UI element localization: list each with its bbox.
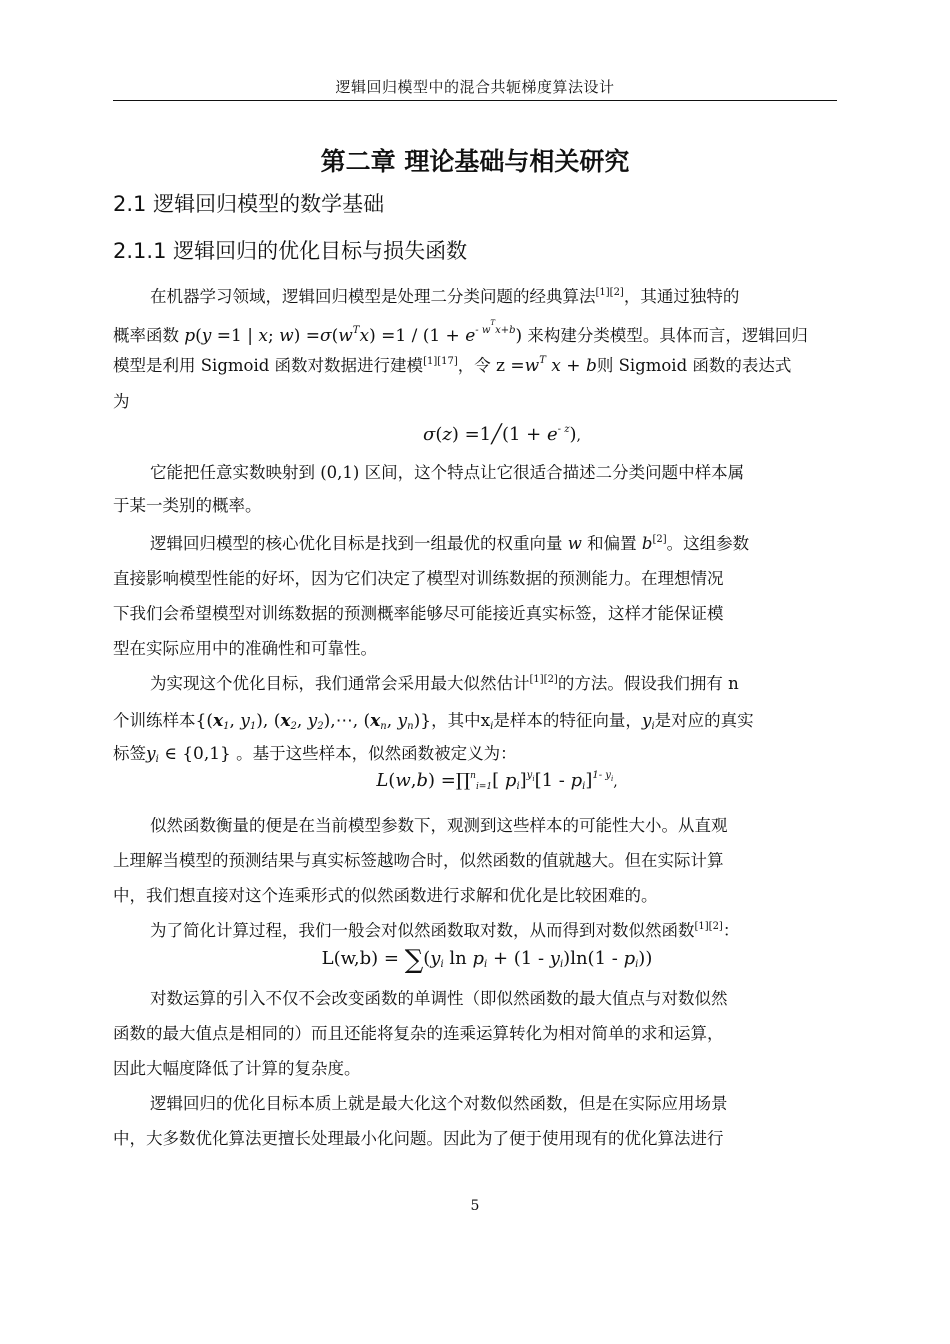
subsection-heading: 2.1.1 逻辑回归的优化目标与损失函数: [113, 239, 468, 263]
citation: [1][2]: [595, 287, 624, 298]
running-header: 逻辑回归模型中的混合共轭梯度算法设计: [335, 78, 615, 96]
paragraph-line: 在机器学习领域，逻辑回归模型是处理二分类问题的经典算法[1][2]，其通过独特的: [150, 287, 740, 306]
paragraph-line: 似然函数衡量的便是在当前模型参数下，观测到这些样本的可能性大小。从直观: [150, 816, 728, 835]
header-rule: [113, 100, 837, 101]
paragraph-line: 对数运算的引入不仅不会改变函数的单调性（即似然函数的最大值点与对数似然: [150, 989, 728, 1008]
paragraph-line: 标签$y_i$ ∈ {0,1} 。基于这些样本，似然函数被定义为：: [113, 744, 517, 765]
paragraph-line: 于某一类别的概率。: [113, 496, 262, 515]
paragraph-line: 为了简化计算过程，我们一般会对似然函数取对数，从而得到对数似然函数[1][2]：: [150, 921, 740, 940]
citation: [1][2]: [529, 674, 558, 685]
paragraph-line: 下我们会希望模型对训练数据的预测概率能够尽可能接近真实标签，这样才能保证模: [113, 604, 724, 623]
citation: [1][2]: [694, 921, 723, 932]
paragraph-line: 因此大幅度降低了计算的复杂度。: [113, 1059, 361, 1078]
z-definition-formula: $z =w^T$ x + b: [496, 355, 597, 376]
citation: [2]: [652, 534, 667, 545]
paragraph-line: 直接影响模型性能的好坏，因为它们决定了模型对训练数据的预测能力。在理想情况: [113, 569, 724, 588]
chapter-title: 第二章 理论基础与相关研究: [320, 147, 630, 176]
paragraph-line: 逻辑回归模型的核心优化目标是找到一组最优的权重向量 w 和偏置 b[2]。这组参数: [150, 534, 750, 553]
paragraph-line: 为实现这个优化目标，我们通常会采用最大似然估计[1][2]的方法。假设我们拥有 n: [150, 674, 739, 693]
paragraph-line: 个训练样本{($x_1$, $y_1$), ($x_2$, $y_2),\cdots$, ($x_n$, $y_n$)}，其中$x_i$是样本的特征向量，$y_i$是对应的真实: [113, 711, 754, 732]
paragraph-line: 它能把任意实数映射到 (0,1) 区间，这个特点让它很适合描述二分类问题中样本属: [150, 463, 745, 482]
log-likelihood-equation: $L(w,b) = \sum(y_i$ $\ln p_i + (1 - y_i)\ln(1 - p_i)$): [321, 945, 653, 975]
section-heading: 2.1 逻辑回归模型的数学基础: [113, 192, 385, 216]
paragraph-line: 上理解当模型的预测结果与真实标签越吻合时，似然函数的值就越大。但在实际计算: [113, 851, 724, 870]
likelihood-equation: L(w,b) =∏$^n_{i=1}$[ $p_i]^{y_i}[1 - p_i]^{1- y_i}$,: [376, 770, 618, 792]
label-set-formula: $y_i$ ∈ {0,1}: [146, 744, 231, 765]
sigmoid-equation: σ(z) =1╱(1 + $e^{- z}$),: [423, 424, 581, 445]
paragraph-line: 模型是利用 Sigmoid 函数对数据进行建模[1][17]，令 $z =w^T$ x + b则 Sigmoid 函数的表达式: [113, 355, 792, 376]
probability-formula: p(y =1 | x; $w) =\sigma(w^Tx) =1 / (1 + e^{- w^Tx+b})$: [184, 319, 523, 346]
paragraph-line: 为: [113, 392, 130, 411]
paragraph-line: 函数的最大值点是相同的）而且还能将复杂的连乘运算转化为相对简单的求和运算，: [113, 1024, 724, 1043]
paragraph-line: 中，大多数优化算法更擅长处理最小化问题。因此为了便于使用现有的优化算法进行: [113, 1129, 724, 1148]
page-number: 5: [470, 1198, 480, 1214]
paragraph-line: 中，我们想直接对这个连乘形式的似然函数进行求解和优化是比较困难的。: [113, 886, 658, 905]
paragraph-line: 型在实际应用中的准确性和可靠性。: [113, 639, 377, 658]
paragraph-line: 概率函数 p(y =1 | x; $w) =\sigma(w^Tx) =1 / (1 + e^{- w^Tx+b})$ 来构建分类模型。具体而言，逻辑回归: [113, 319, 808, 346]
xi-symbol: $x_i$: [480, 711, 494, 732]
paragraph-line: 逻辑回归的优化目标本质上就是最大化这个对数似然函数，但是在实际应用场景: [150, 1094, 728, 1113]
yi-symbol: $y_i$: [641, 711, 655, 732]
sample-set-formula: {($x_1$, $y_1$), ($x_2$, $y_2),\cdots$, ($x_n$, $y_n$)}: [195, 711, 432, 732]
citation: [1][17]: [423, 356, 458, 367]
